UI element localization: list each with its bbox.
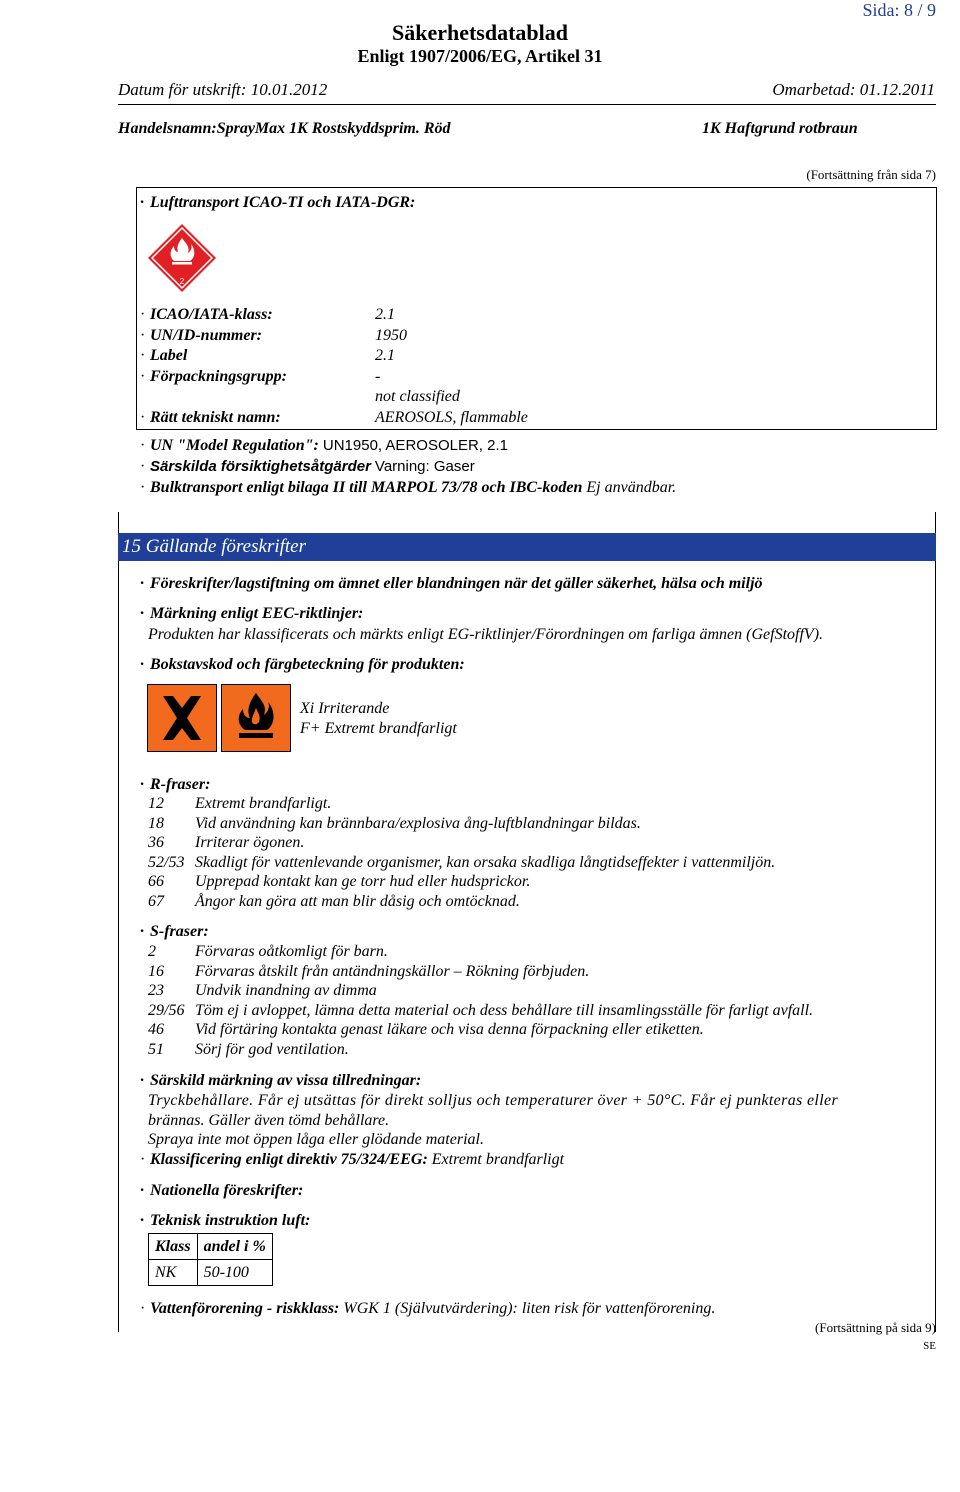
eec-marking-text: Produkten har klassificerats och märkts enligt EG-riktlinjer/Förordningen om farliga ämnen (GefStoffV). — [148, 626, 824, 643]
air-field-value: 2.1 — [375, 306, 395, 323]
print-date: Datum för utskrift: 10.01.2012 — [118, 80, 328, 99]
air-field-label: ICAO/IATA-klass: — [150, 306, 273, 323]
phrase-row — [148, 854, 775, 872]
phrase-text: Skadligt för vattenlevande organismer, kan orsaka skadliga långtidseffekter i vattenmiljön. — [195, 853, 776, 871]
air-field-value: 2.1 — [375, 347, 395, 364]
phrase-code: 2 — [148, 943, 156, 960]
table-header-cell: andel i % — [197, 1234, 272, 1260]
air-field-row: · Rätt tekniskt namn: AEROSOLS, flammable — [140, 408, 528, 426]
air-field-label: UN/ID-nummer: — [150, 326, 263, 344]
flammable-flame-icon — [221, 684, 291, 752]
continued-from: (Fortsättning från sida 7) — [806, 167, 936, 182]
phrase-row — [148, 893, 520, 911]
phrase-text: Irriterar ögonen. — [195, 834, 305, 852]
phrase-text: Töm ej i avloppet, lämna detta material och dess behållare till insamlingsställe för farligt avfall. — [195, 1001, 814, 1019]
special-marking-line-2: brännas. Gäller även tömd behållare. — [148, 1112, 390, 1129]
regulations-title: · Föreskrifter/lagstiftning om ämnet eller blandningen när det gäller säkerhet, hälsa och miljö — [140, 575, 763, 592]
eec-marking-title: · Märkning enligt EEC-riktlinjer: — [140, 605, 364, 622]
national-regulations-title: · Nationella föreskrifter: — [140, 1182, 304, 1199]
table-header-row — [149, 1234, 273, 1260]
irritant-x-icon — [147, 684, 217, 752]
phrase-text: Ångor kan göra att man blir dåsig och omtöcknad. — [195, 893, 520, 910]
table-row — [149, 1260, 273, 1286]
svg-text:2: 2 — [179, 277, 185, 286]
phrase-code: 23 — [148, 982, 164, 1000]
phrase-text: Förvaras oåtkomligt för barn. — [195, 943, 388, 960]
air-field-value: 1950 — [375, 326, 407, 344]
trade-name-alt: 1K Haftgrund rotbraun — [702, 120, 858, 137]
air-field-row: · Label 2.1 — [140, 347, 395, 364]
phrase-code: 18 — [148, 814, 164, 832]
air-field-value: AEROSOLS, flammable — [375, 408, 528, 426]
table-cell: NK — [149, 1260, 198, 1286]
phrase-row — [148, 795, 331, 813]
phrase-text: Vid användning kan brännbara/explosiva ång-luftblandningar bildas. — [195, 814, 641, 832]
phrase-text: Undvik inandning av dimma — [195, 982, 377, 1000]
phrase-text: Upprepad kontakt kan ge torr hud eller hudsprickor. — [195, 873, 531, 891]
phrase-row — [148, 1021, 704, 1039]
air-field-row: · UN/ID-nummer: 1950 — [140, 326, 407, 344]
flammable-gas-label-icon — [146, 222, 218, 294]
phrase-code: 52/53 — [148, 853, 185, 871]
technical-instruction-table — [148, 1233, 273, 1286]
phrase-text: Vid förtäring kontakta genast läkare och visa denna förpackning eller etiketten. — [195, 1021, 704, 1039]
table-header-cell: Klass — [149, 1234, 198, 1260]
phrase-row — [148, 834, 304, 852]
phrase-text: Förvaras åtskilt från antändningskällor – Rökning förbjuden. — [195, 962, 590, 980]
air-field-label: Förpackningsgrupp: — [150, 367, 287, 385]
r-phrases-title: · R-fraser: — [140, 776, 211, 793]
phrase-row — [148, 982, 377, 1000]
letter-code-title: · Bokstavskod och färgbeteckning för produkten: — [140, 656, 465, 673]
phrase-row — [148, 963, 589, 981]
s-phrases-title: · S-fraser: — [140, 923, 209, 940]
phrase-code: 29/56 — [148, 1001, 185, 1019]
phrase-row — [148, 943, 388, 961]
phrase-text: Extremt brandfarligt. — [195, 795, 332, 812]
air-field-row: · Förpackningsgrupp: - — [140, 367, 381, 385]
special-precautions: · Särskilda försiktighetsåtgärder Varning: Gaser — [140, 458, 475, 475]
hazard-line-fplus: F+ Extremt brandfarligt — [300, 720, 457, 737]
phrase-row — [148, 815, 641, 833]
phrase-code: 46 — [148, 1021, 164, 1039]
phrase-code: 12 — [148, 795, 164, 812]
header-divider — [118, 104, 936, 105]
air-field-label: Rätt tekniskt namn: — [150, 408, 281, 426]
revision-date: Omarbetad: 01.12.2011 — [772, 80, 935, 99]
table-cell: 50-100 — [197, 1260, 272, 1286]
special-marking-line-1: Tryckbehållare. Får ej utsättas för direkt solljus och temperaturer över + 50°C. Får ej punkteras eller — [148, 1092, 839, 1109]
language-code: SE — [923, 1340, 936, 1352]
page-number: Sida: 8 / 9 — [862, 0, 936, 20]
phrase-row — [148, 1041, 349, 1059]
phrase-code: 66 — [148, 873, 164, 891]
document-title: Säkerhetsdatablad — [391, 20, 569, 45]
air-field-row — [140, 388, 460, 406]
phrase-text: Sörj för god ventilation. — [195, 1041, 349, 1058]
phrase-row — [148, 873, 530, 891]
continued-to: (Fortsättning på sida 9) — [815, 1320, 936, 1335]
water-hazard-class: · Vattenförorening - riskklass: WGK 1 (Självutvärdering): liten risk för vattenförorening. — [140, 1300, 716, 1317]
special-marking-title: · Särskild märkning av vissa tillredningar: — [140, 1072, 422, 1089]
phrase-code: 36 — [148, 834, 164, 852]
technical-instruction-title: · Teknisk instruktion luft: — [140, 1212, 311, 1229]
air-field-row: · ICAO/IATA-klass: 2.1 — [140, 306, 395, 323]
air-field-label: Label — [150, 347, 188, 364]
document-subtitle: Enligt 1907/2006/EG, Artikel 31 — [357, 46, 603, 66]
phrase-code: 51 — [148, 1041, 164, 1058]
air-field-value: not classified — [375, 388, 460, 405]
classification-directive: · Klassificering enligt direktiv 75/324/EEG: Extremt brandfarligt — [140, 1151, 565, 1168]
phrase-code: 67 — [148, 893, 164, 910]
air-field-value: - — [375, 367, 381, 385]
phrase-code: 16 — [148, 962, 164, 980]
special-marking-line-3: Spraya inte mot öppen låga eller glödande material. — [148, 1131, 484, 1148]
hazard-line-xi: Xi Irriterande — [300, 700, 390, 717]
air-transport-title: · Lufttransport ICAO-TI och IATA-DGR: — [140, 194, 416, 211]
bulk-transport: · Bulktransport enligt bilaga II till MARPOL 73/78 och IBC-koden Ej användbar. — [140, 479, 677, 496]
un-model-regulation: · UN "Model Regulation": UN1950, AEROSOLER, 2.1 — [140, 437, 508, 454]
trade-name: Handelsnamn:SprayMax 1K Rostskyddsprim. Röd — [118, 120, 451, 137]
section-15-heading: 15 Gällande föreskrifter — [118, 533, 936, 561]
phrase-row — [148, 1002, 813, 1020]
